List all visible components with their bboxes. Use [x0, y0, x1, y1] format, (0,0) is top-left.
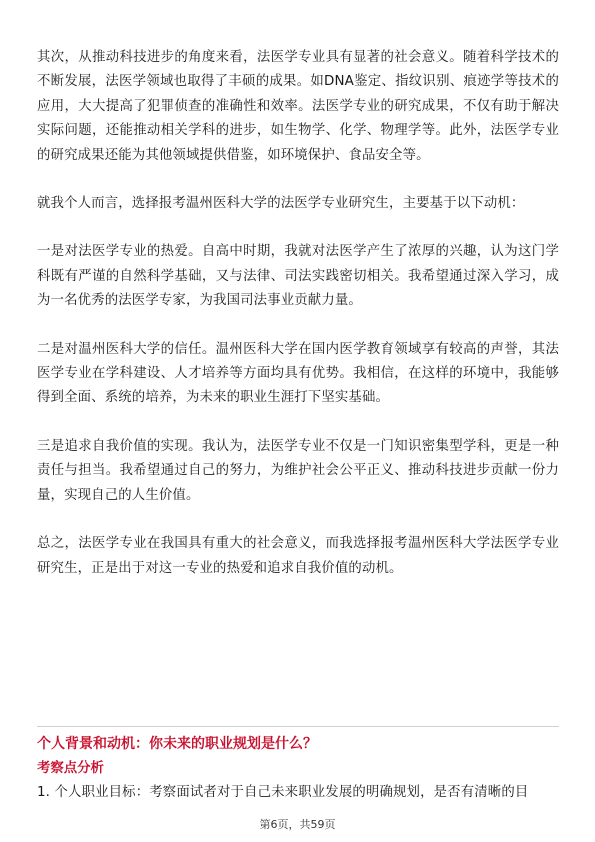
paragraph-gap — [37, 216, 559, 240]
section-divider — [37, 726, 559, 727]
paragraph-gap — [37, 411, 559, 435]
analysis-heading: 考察点分析 — [37, 761, 104, 776]
analysis-point: 1. 个人职业目标：考察面试者对于自己未来职业发展的明确规划，是否有清晰的目 — [37, 785, 529, 800]
paragraph-motivation-one: 一是对法医学专业的热爱。自高中时期，我就对法医学产生了浓厚的兴趣，认为这门学科既有严谨的自然科学基础，又与法律、司法实践密切相关。我希望通过深入学习，成为一名优秀的法医学专家，为我国司法事业贡献力量。 — [37, 244, 559, 309]
paragraph-gap — [37, 168, 559, 192]
page-number: 第6页，共59页 — [259, 818, 336, 831]
paragraph-conclusion: 总之，法医学专业在我国具有重大的社会意义，而我选择报考温州医科大学法医学专业研究生，正是出于对这一专业的热爱和追求自我价值的动机。 — [37, 536, 559, 576]
question-section — [37, 731, 559, 805]
paragraph-tech-progress: 其次，从推动科技进步的角度来看，法医学专业具有显著的社会意义。随着科学技术的不断发展，法医学领域也取得了丰硕的成果。如DNA鉴定、指纹识别、痕迹学等技术的应用，大大提高了犯罪侦查的准确性和效率。法医学专业的研究成果，不仅有助于解决实际问题，还能推动相关学科的进步，如生物学、化学、物理学等。此外，法医学专业的研究成果还能为其他领域提供借鉴，如环境保护、食品安全等。 — [37, 50, 559, 163]
question-title: 个人背景和动机：你未来的职业规划是什么？ — [37, 736, 317, 752]
paragraph-gap — [37, 314, 559, 338]
paragraph-motivation-three: 三是追求自我价值的实现。我认为，法医学专业不仅是一门知识密集型学科，更是一种责任与担当。我希望通过自己的努力，为维护社会公平正义、推动科技进步贡献一份力量，实现自己的人生价值。 — [37, 438, 559, 503]
paragraph-motivation-two: 二是对温州医科大学的信任。温州医科大学在国内医学教育领域享有较高的声誉，其法医学专业在学科建设、人才培养等方面均具有优势。我相信，在这样的环境中，我能够得到全面、系统的培养，为未来的职业生涯打下坚实基础。 — [37, 341, 559, 406]
page-content — [37, 46, 559, 581]
paragraph-motivation-intro: 就我个人而言，选择报考温州医科大学的法医学专业研究生，主要基于以下动机： — [37, 196, 525, 212]
paragraph-gap — [37, 508, 559, 532]
